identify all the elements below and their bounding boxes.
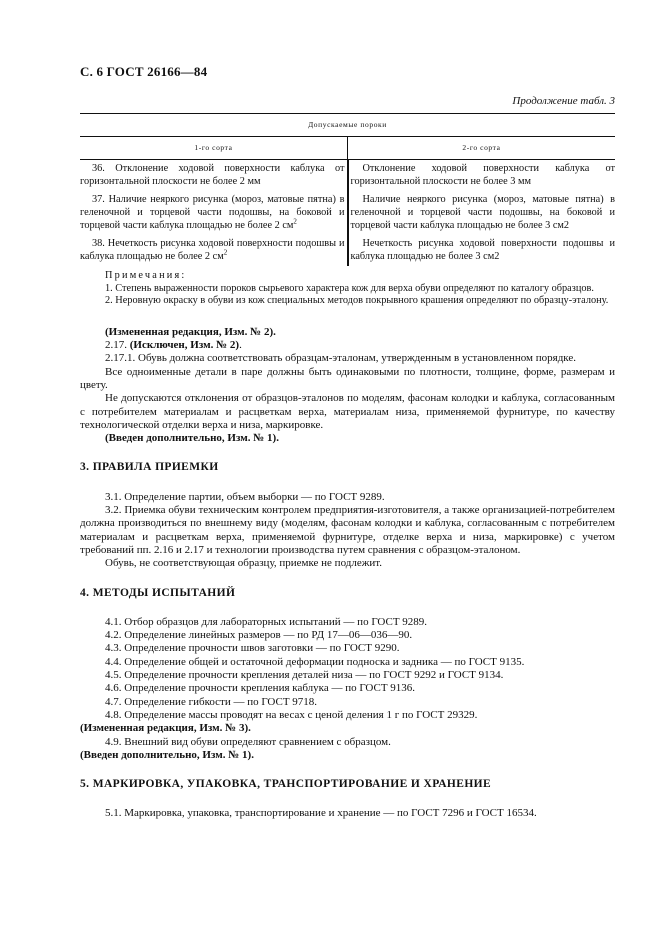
table-continuation-label: Продолжение табл. 3 [512,95,615,107]
page-header: С. 6 ГОСТ 26166—84 [80,64,208,79]
table-cell: 36. Отклонение ходовой поверхности каблука от горизонтальной плоскости не более 2 мм [80,160,348,192]
table-cell: 38. Нечеткость рисунка ходовой поверхности подошвы и каблука площадью не более 2 $см^2$ [80,235,348,266]
paragraph: Не допускаются отклонения от образцов-эталонов по моделям, фасонам колодки и каблука, согласованным с потребителем материалам и расцветкам верха, материалам низа, применяемой фурнитуре, по качеству технологической отделки верха и низа, маркировке. [80,392,615,431]
table-row [80,191,615,235]
paragraph: Все одноименные детали в паре должны быть одинаковыми по плотности, толщине, форме, размерам и цвету. [80,365,615,391]
clause-4-6: 4.6. Определение прочности крепления каблука — по ГОСТ 9136. [105,682,416,695]
clause-4-1: 4.1. Отбор образцов для лабораторных испытаний — по ГОСТ 9289. [105,615,428,628]
clause-4-8: 4.8. Определение массы проводят на весах с ценой деления 1 г по ГОСТ 29329. [105,708,478,721]
table-cell: 37. Наличие неяркого рисунка (мороз, матовые пятна) в геленочной и торцевой части подошвы, на боковой и торцевой части каблука площадью не более 2 $см^2$ [80,191,348,235]
notes-title: Примечания: [105,270,187,281]
section-title-3: 3. ПРАВИЛА ПРИЕМКИ [80,461,219,474]
defects-table [80,113,615,266]
paragraph: Обувь, не соответствующая образцу, приемке не подлежит. [105,557,382,570]
amendment-note: (Измененная редакция, Изм. № 3). [80,722,251,735]
table-group-header: Допускаемые пороки [80,114,615,137]
amendment-note: (Введен дополнительно, Изм. № 1). [80,748,254,761]
clause-2-17-1: 2.17.1. Обувь должна соответствовать образцам-эталонам, утвержденным в установленном порядке. [105,352,576,365]
clause-4-5: 4.5. Определение прочности крепления деталей низа — по ГОСТ 9292 и ГОСТ 9134. [105,669,504,682]
clause-4-4: 4.4. Определение общей и остаточной деформации подноска и задника — по ГОСТ 9135. [105,655,525,668]
section-title-5: 5. МАРКИРОВКА, УПАКОВКА, ТРАНСПОРТИРОВАНИЕ И ХРАНЕНИЕ [80,778,492,791]
note-1: 1. Степень выраженности пороков сырьевого характера кож для верха обуви определяют по каталогу образцов. [105,282,594,294]
table-row [80,160,615,192]
amendment-note: (Измененная редакция, Изм. № 2). [105,325,276,338]
table-cell: Отклонение ходовой поверхности каблука от горизонтальной плоскости не более 3 мм [350,163,615,187]
clause-5-1: 5.1. Маркировка, упаковка, транспортирование и хранение — по ГОСТ 7296 и ГОСТ 16534. [105,807,537,820]
amendment-note: (Введен дополнительно, Изм. № 1). [105,432,279,445]
clause-2-17: 2.17. (Исключен, Изм. № 2). [105,339,242,352]
table-row [80,235,615,266]
clause-4-3: 4.3. Определение прочности швов заготовки — по ГОСТ 9290. [105,642,400,655]
clause-4-7: 4.7. Определение гибкости — по ГОСТ 9718. [105,695,318,708]
table-cell: Нечеткость рисунка ходовой поверхности подошвы и каблука площадью не более 3 см2 [350,238,615,262]
clause-4-9: 4.9. Внешний вид обуви определяют сравнением с образцом. [105,735,391,748]
clause-4-2: 4.2. Определение линейных размеров — по РД 17—06—036—90. [105,629,413,642]
clause-3-2: 3.2. Приемка обуви техническим контролем предприятия-изготовителя, а также организацией-потребителем должна производиться по внешнему виду (моделям, фасонам колодки и каблука, согласованным с потребителем материалам и расцветкам верха, применяемой фурнитуре, отделке верха и низа, маркировке) с учетом требований пп. 2.16 и 2.17 и технологии производства путем сравнения с образцом-эталоном. [80,504,615,556]
clause-3-1: 3.1. Определение партии, объем выборки — по ГОСТ 9289. [105,490,385,503]
column-header-grade-1: 1-го сорта [80,137,348,160]
section-title-4: 4. МЕТОДЫ ИСПЫТАНИЙ [80,586,236,599]
column-header-grade-2: 2-го сорта [348,137,616,160]
document-body [80,270,615,821]
note-2: 2. Неровную окраску в обуви из кож специальных методов покрывного крашения определяют по образцу-эталону. [105,295,609,307]
table-cell: Наличие неяркого рисунка (мороз, матовые пятна) в геленочной и торцевой части подошвы, на боковой и торцевой части каблука площадью не более 3 см2 [350,194,615,231]
